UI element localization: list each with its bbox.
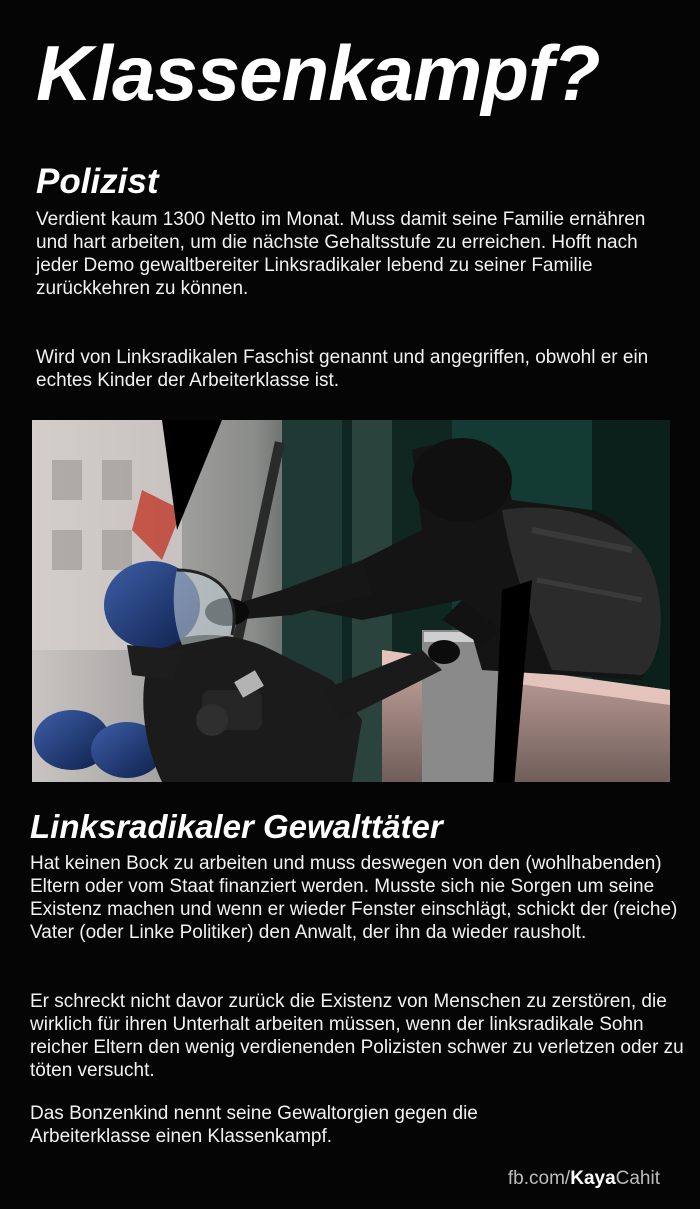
poster-title: Klassenkampf? — [36, 29, 600, 117]
credit-name-rest: Cahit — [615, 1168, 660, 1189]
heading-linksradikal: Linksradikaler Gewalttäter — [30, 808, 443, 845]
facebook-credit — [508, 1168, 660, 1190]
attacker-paragraph-3: Das Bonzenkind nennt seine Gewaltorgien gegen die Arbeiterklasse einen Klassenkampf. — [30, 1103, 478, 1147]
polizist-paragraph-1: Verdient kaum 1300 Netto im Monat. Muss damit seine Familie ernähren und hart arbeiten, um die nächste Gehaltsstufe zu erreichen. Hofft nach jeder Demo gewaltbereiter Linksradikaler lebend zu seiner Familie zurückkehren zu können. — [36, 209, 646, 299]
credit-name-bold: Kaya — [570, 1168, 616, 1189]
heading-polizist: Polizist — [36, 162, 159, 201]
attacker-paragraph-2: Er schreckt nicht davor zurück die Existenz von Menschen zu zerstören, die wirklich für ihren Unterhalt arbeiten müssen, wenn der linksradikale Sohn reicher Eltern den wenig verdienenden Polizisten schwer zu verletzen oder zu töten versucht. — [30, 991, 684, 1081]
polizist-paragraph-2: Wird von Linksradikalen Faschist genannt und angegriffen, obwohl er ein echtes Kinder der Arbeiterklasse ist. — [36, 347, 649, 391]
credit-prefix: fb.com/ — [507, 1168, 571, 1189]
attacker-paragraph-1: Hat keinen Bock zu arbeiten und muss deswegen von den (wohlhabenden) Eltern oder vom Staat finanziert werden. Musste sich nie Sorgen um seine Existenz machen und wenn er wieder Fenster einschlägt, schickt der (reiche) Vater (oder Linke Politiker) den Anwalt, der ihn da wieder rausholt. — [30, 853, 678, 943]
protest-photo — [32, 420, 670, 782]
